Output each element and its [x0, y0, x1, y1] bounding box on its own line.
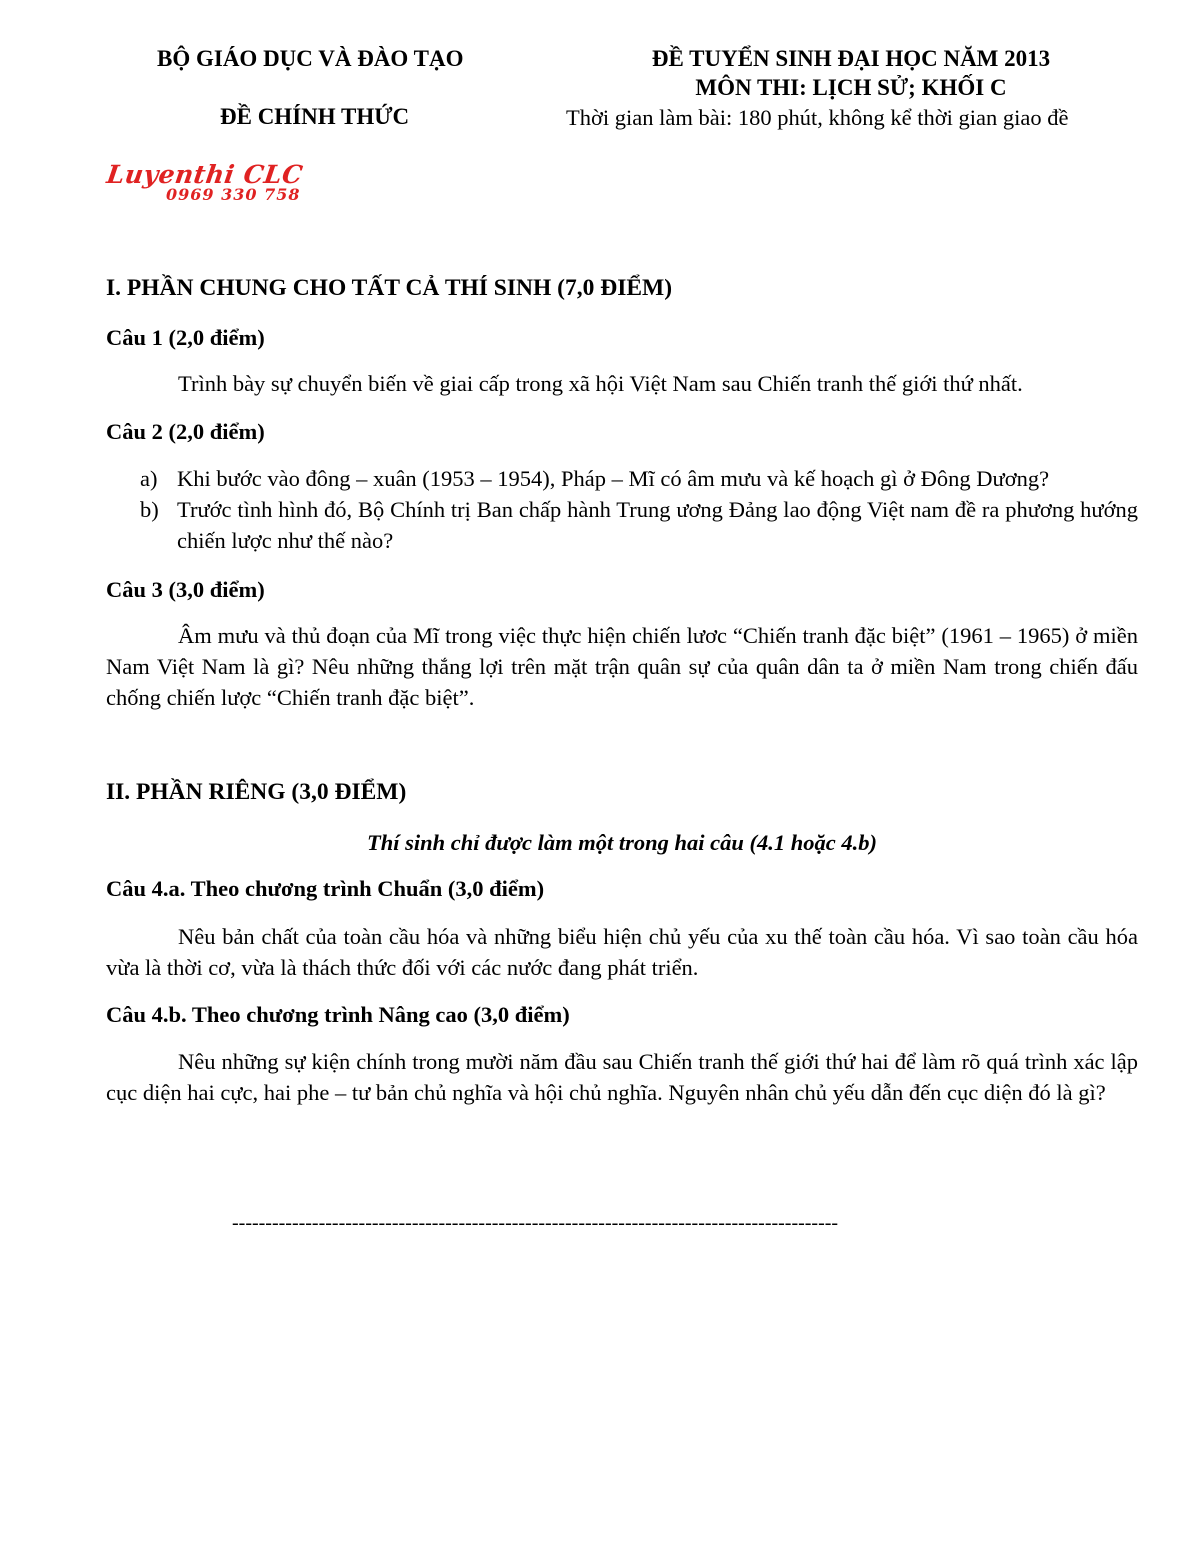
part2-instruction: Thí sinh chỉ được làm một trong hai câu (4.1 hoặc 4.b)	[367, 830, 877, 855]
exam-title: ĐỀ TUYỂN SINH ĐẠI HỌC NĂM 2013	[651, 46, 1051, 71]
q4a-text: Nêu bản chất của toàn cầu hóa và những biểu hiện chủ yếu của xu thế toàn cầu hóa. Vì sao toàn cầu hóa vừa là thời cơ, vừa là thách thức đối với các nước đang phát triển.	[106, 924, 1138, 980]
exam-subject: MÔN THI: LỊCH SỬ; KHỐI C	[695, 75, 1007, 100]
q2-item-a-text: Khi bước vào đông – xuân (1953 – 1954), Pháp – Mĩ có âm mưu và kế hoạch gì ở Đông Dương?	[177, 466, 1050, 491]
ministry-name: BỘ GIÁO DỤC VÀ ĐÀO TẠO	[157, 46, 464, 71]
exam-time: Thời gian làm bài: 180 phút, không kể thời gian giao đề	[566, 105, 1069, 130]
logo-phone: 0969 330 758	[166, 185, 301, 204]
q3-text: Âm mưu và thủ đoạn của Mĩ trong việc thực hiện chiến lươc “Chiến tranh đặc biệt” (1961 – 1965) ở miền Nam Việt Nam là gì? Nêu những thắng lợi trên mặt trận quân sự của quân dân ta ở miền Nam trong chiến đấu chống chiến lược “Chiến tranh đặc biệt”.	[106, 623, 1138, 710]
part2-title: II. PHẦN RIÊNG (3,0 ĐIỂM)	[106, 779, 407, 805]
q2-item-a-marker: a)	[140, 466, 158, 491]
part1-title: I. PHẦN CHUNG CHO TẤT CẢ THÍ SINH (7,0 ĐIỂM)	[106, 275, 673, 301]
q1-title: Câu 1 (2,0 điểm)	[106, 325, 265, 350]
luyenthi-logo	[104, 160, 326, 210]
q1-text: Trình bày sự chuyển biến về giai cấp trong xã hội Việt Nam sau Chiến tranh thế giới thứ nhất.	[178, 371, 1023, 396]
q4b-text: Nêu những sự kiện chính trong mười năm đầu sau Chiến tranh thế giới thứ hai để làm rõ quá trình xác lập cục diện hai cực, hai phe – tư bản chủ nghĩa và hội chủ nghĩa. Nguyên nhân chủ yếu dẫn đến cục diện đó là gì?	[106, 1049, 1138, 1105]
q4a-title: Câu 4.a. Theo chương trình Chuẩn (3,0 điểm)	[106, 876, 545, 901]
q2-item-b-marker: b)	[140, 497, 159, 522]
q2-item-a	[140, 463, 1138, 494]
official-exam-label: ĐỀ CHÍNH THỨC	[220, 104, 410, 129]
q2-item-b	[140, 494, 1138, 556]
q4b-title: Câu 4.b. Theo chương trình Nâng cao (3,0 điểm)	[106, 1002, 570, 1027]
end-separator: -------------------------------------------------------------------------------------------	[232, 1212, 839, 1234]
q3-title: Câu 3 (3,0 điểm)	[106, 577, 265, 602]
q2-title: Câu 2 (2,0 điểm)	[106, 419, 265, 444]
logo-name: Luyenthi CLC	[104, 160, 305, 189]
q2-item-b-text: Trước tình hình đó, Bộ Chính trị Ban chấp hành Trung ương Đảng lao động Việt nam đề ra phương hướng chiến lược như thế nào?	[177, 497, 1138, 553]
